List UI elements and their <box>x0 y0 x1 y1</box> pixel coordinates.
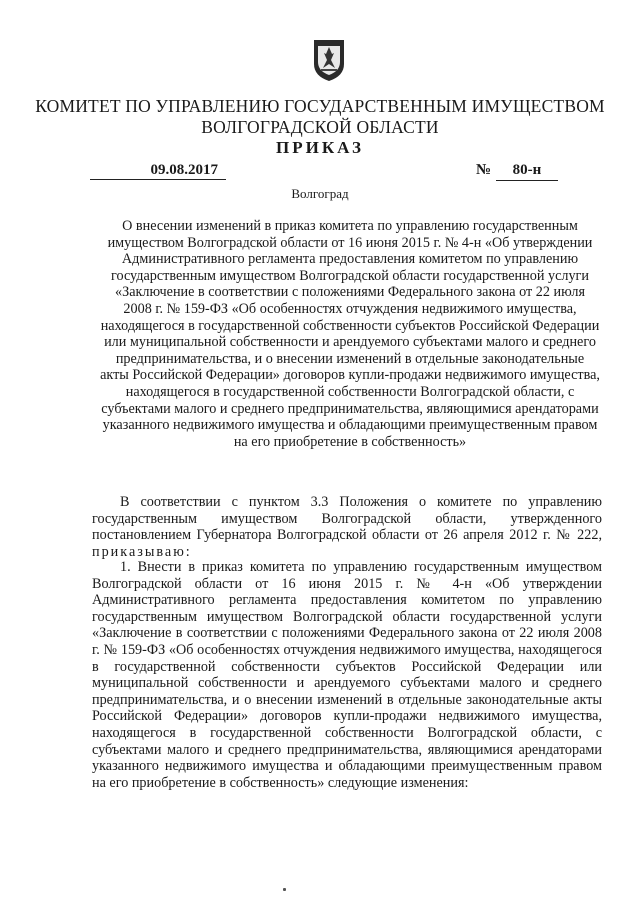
organization-name-line1: КОМИТЕТ ПО УПРАВЛЕНИЮ ГОСУДАРСТВЕННЫМ ИМУЩЕСТВОМ <box>35 96 605 116</box>
clause-1-paragraph: 1. Внести в приказ комитета по управлению государственным имуществом Волгоградской области от 16 июня 2015 г. № 4-н «Об утверждении Административного регламента предоставления комитетом по управлению государственным имуществом Волгоградской области государственной услуги «Заключение в соответствии с положениями Федерального закона от 22 июля 2008 г. № 159-ФЗ «Об особенностях отчуждения недвижимого имущества, находящегося в государственной собственности субъектов Российской Федерации или муниципальной собственности и арендуемого субъектами малого и среднего предпринимательства, и о внесении изменений в отдельные законодательные акты Российской Федерации» договоров купли-продажи недвижимого имущества, находящегося в государственной собственности Волгоградской области, с субъектами малого и среднего предпринимательства, являющимися арендаторами указанного недвижимого имущества и обладающими преимущественным правом на его приобретение в собственность» следующие изменения: <box>92 559 602 791</box>
document-type-title: ПРИКАЗ <box>276 138 364 157</box>
command-word: приказываю: <box>92 543 192 560</box>
issuing-city: Волгоград <box>291 186 349 201</box>
order-date: 09.08.2017 <box>90 162 226 180</box>
page-mark <box>283 888 286 891</box>
order-number: 80-н <box>496 162 558 181</box>
organization-name-line2: ВОЛГОГРАДСКОЙ ОБЛАСТИ <box>201 117 439 137</box>
preamble-text: В соответствии с пунктом 3.3 Положения о комитете по управлению государственным имуществом Волгоградской области, утвержденного постановлением Губернатора Волгоградской области от 26 апреля 2012 г. № 222, <box>92 494 602 544</box>
number-sign: № <box>476 162 492 178</box>
preamble-paragraph <box>92 494 602 560</box>
order-subject: О внесении изменений в приказ комитета по управлению государственным имуществом Волгоградской области от 16 июня 2015 г. № 4-н «Об утверждении Административного регламента предоставления комитетом по управлению государственным имуществом Волгоградской области государственной услуги «Заключение в соответствии с положениями Федерального закона от 22 июля 2008 г. № 159-ФЗ «Об особенностях отчуждения недвижимого имущества, находящегося в государственной собственности субъектов Российской Федерации или муниципальной собственности и арендуемого субъектами малого и среднего предпринимательства, и о внесении изменений в отдельные законодательные акты Российской Федерации» договоров купли-продажи недвижимого имущества, находящегося в государственной собственности Волгоградской области, с субъектами малого и среднего предпринимательства, являющимися арендаторами указанного недвижимого имущества и обладающими преимущественным правом на его приобретение в собственность» <box>100 218 600 450</box>
coat-of-arms-icon <box>312 38 346 82</box>
